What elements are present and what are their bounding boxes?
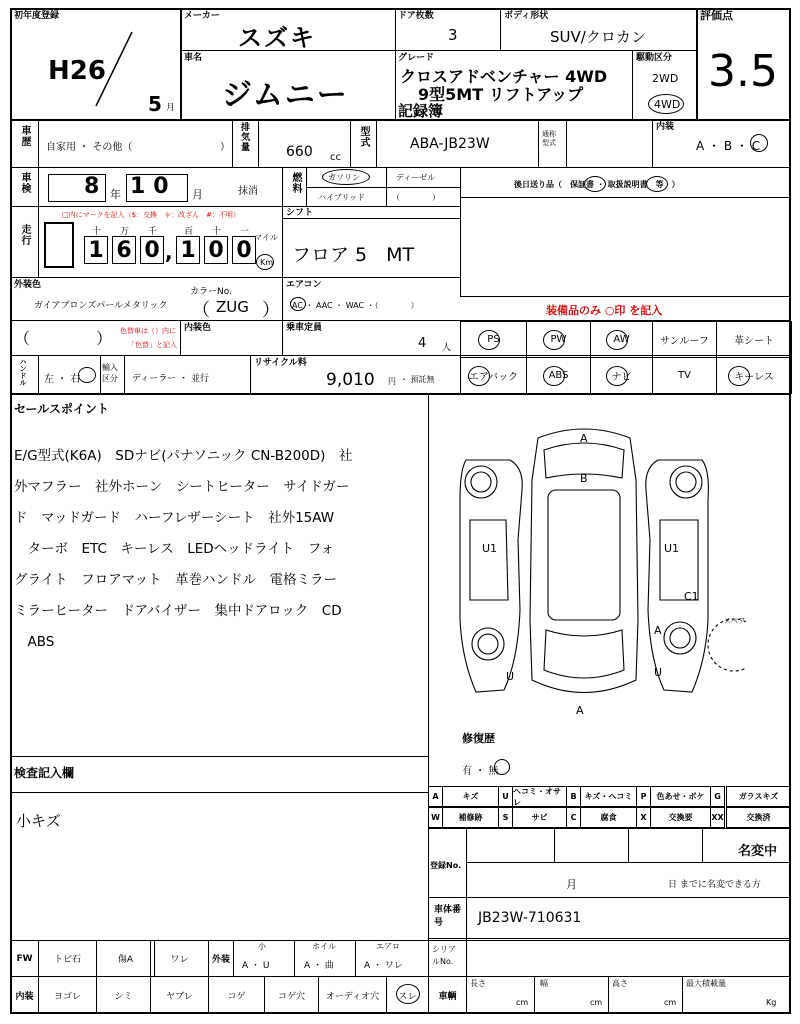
legend-text: 色あせ・ボケ — [650, 786, 711, 807]
load-label: 最大積載量 — [686, 979, 726, 988]
equipment-label: PW — [550, 334, 567, 345]
handle-value: 左 ・ 右 — [44, 374, 81, 385]
notes-label: 検査記入欄 — [14, 766, 75, 780]
repair-label: 修復歴 — [462, 732, 495, 745]
inspection-cancel: 抹消 — [238, 186, 258, 197]
legend-code: U — [498, 786, 513, 807]
legend-code: W — [428, 807, 443, 828]
damage-mark: U — [654, 666, 663, 679]
mileage-digit: 0 — [204, 236, 228, 264]
legend-text: ヘコミ・オサレ — [512, 786, 567, 807]
sales-point-line: E/G型式(K6A) SDナビ(パナソニック CN-B200D) 社 — [14, 448, 353, 464]
recycle-label: リサイクル料 — [254, 358, 307, 368]
first-reg-year: H26 — [48, 56, 106, 86]
small-damage-value: A ・ U — [242, 961, 270, 971]
interior-item: コゲ穴 — [264, 976, 319, 1014]
mileage-prefix-box — [44, 222, 74, 268]
car-body-diagram — [446, 420, 746, 730]
mileage-digit: 1 — [176, 236, 200, 264]
damage-mark: A — [654, 624, 662, 637]
score-label: 評価点 — [700, 9, 733, 22]
interior-item: シミ — [96, 976, 151, 1014]
interior-grade-c-circle — [750, 134, 768, 152]
date-slash — [90, 30, 140, 110]
type-value: ABA-JB23W — [410, 136, 490, 152]
equipment-cell — [652, 321, 717, 358]
name-change: 名変中 — [738, 844, 778, 859]
first-reg-month: 5 — [148, 92, 162, 116]
sales-point-line: ド マッドガード ハーフレザーシート 社外15AW — [14, 510, 335, 526]
equipment-label: TV — [678, 370, 691, 381]
legend-code: B — [566, 786, 581, 807]
recolor-note-2: 「色替」と記入 — [128, 341, 177, 349]
recycle-unit: 円 — [388, 377, 396, 386]
equipment-cell — [716, 321, 792, 358]
recycle-value: 9,010 — [326, 370, 375, 390]
displacement-value: 660 — [286, 144, 313, 160]
mileage-label: 走行 — [19, 224, 30, 246]
ac-label: エアコン — [286, 280, 322, 290]
interior-grade-label: 内装 — [656, 122, 675, 132]
model-value: ジムニー — [222, 78, 349, 113]
equipment-cell — [526, 357, 591, 394]
sales-point-line: グライト フロアマット 革巻ハンドル 電格ミラー — [14, 572, 338, 588]
vin-value: JB23W-710631 — [478, 910, 582, 926]
import-label: 輸入区分 — [102, 363, 118, 383]
score-value: 3.5 — [708, 46, 778, 97]
aero-value: A ・ ワレ — [364, 961, 403, 971]
dims-label: 車輌 — [428, 976, 467, 1014]
equipment-check-circle — [606, 330, 628, 350]
legend-text: ガラスキズ — [726, 786, 791, 807]
fuel-label: 燃料 — [290, 172, 301, 194]
equipment-check-circle — [728, 366, 750, 386]
fw-item: 傷A — [96, 940, 155, 977]
equipment-label: エアバック — [468, 372, 519, 383]
maker-value: スズキ — [238, 24, 316, 52]
doors-value: 3 — [448, 26, 458, 44]
equipment-cell — [652, 357, 717, 394]
first-reg-label: 初年度登録 — [14, 11, 60, 21]
common-type-label: 通称型式 — [542, 130, 556, 147]
damage-mark: U — [506, 670, 515, 683]
drive-4wd-circle — [648, 94, 684, 114]
width-label: 幅 — [540, 979, 548, 988]
notes-value: 小キズ — [16, 812, 61, 830]
first-reg-month-unit: 月 — [166, 103, 176, 113]
interior-row-label: 内装 — [10, 976, 39, 1014]
legend-code: P — [636, 786, 651, 807]
damage-mark: A — [576, 704, 584, 717]
mileage-digit: 6 — [112, 236, 136, 264]
legend-text: サビ — [512, 807, 567, 828]
inspection-year-unit: 年 — [110, 188, 121, 201]
equipment-label: PS — [487, 334, 500, 345]
history-label: 車歴 — [19, 125, 30, 147]
inspection-label: 車検 — [19, 172, 30, 194]
import-value: ディーラー ・ 並行 — [132, 374, 210, 384]
mileage-digit: 1 — [84, 236, 108, 264]
mileage-digit: 0 — [140, 236, 164, 264]
fuel-hybrid: ハイブリッド — [318, 193, 366, 202]
repair-value: 有 ・ 無 — [462, 766, 499, 777]
inspection-month-unit: 月 — [192, 188, 203, 201]
mileage-digit: 0 — [232, 236, 256, 264]
handle-label: ハンドル — [19, 358, 27, 386]
fw-item: トビ石 — [38, 940, 97, 977]
mileage-unit-label: 千 — [148, 227, 158, 237]
equipment-cell — [460, 321, 527, 358]
mileage-note: □内にマークを記入（$：交換 ＊：改ざん #：不明） — [62, 211, 240, 219]
color-no-label: カラーNo. — [190, 287, 232, 297]
mileage-unit-label: 十 — [92, 227, 102, 237]
displacement-unit: cc — [330, 152, 341, 163]
registration-day-note: 日 までに名変できる方 — [668, 880, 761, 890]
legend-text: 交換済 — [726, 807, 791, 828]
capacity-unit: 人 — [442, 343, 452, 353]
small-damage-label: 小 — [258, 942, 266, 951]
height-label: 高さ — [612, 979, 628, 988]
body-label: ボディ形状 — [504, 11, 549, 21]
grade-line-3: 記録簿 — [398, 102, 444, 120]
equipment-check-circle — [606, 366, 628, 386]
equipment-label: AW — [613, 334, 630, 345]
history-close: ） — [220, 142, 230, 153]
legend-code: G — [710, 786, 725, 807]
inspection-year: 8 — [84, 174, 100, 199]
equipment-label: キーレス — [734, 372, 774, 383]
damage-mark: U1 — [482, 542, 498, 555]
registration-label: 登録No. — [430, 861, 462, 870]
capacity-value: 4 — [418, 336, 427, 351]
cm-unit: cm — [590, 998, 603, 1007]
equipment-cell — [590, 321, 653, 358]
type-label: 型式 — [358, 126, 369, 148]
mileage-unit-label: 一 — [240, 227, 250, 237]
fw-item: ワレ — [150, 940, 209, 977]
maker-label: メーカー — [184, 11, 220, 21]
equipment-check-circle — [543, 366, 565, 386]
aero-label: エアロ — [376, 942, 400, 951]
color-no-paren-open: （ — [192, 300, 210, 321]
interior-grade-value: A ・ B ・ C — [696, 139, 761, 153]
displacement-label: 排気量 — [239, 122, 249, 152]
damage-mark: A — [580, 432, 588, 445]
repair-none-circle — [494, 759, 510, 775]
drive-2wd: 2WD — [652, 72, 679, 85]
cm-unit: cm — [664, 998, 677, 1007]
shift-label: シフト — [286, 208, 314, 218]
equipment-check-circle — [543, 330, 565, 350]
legend-code: XX — [710, 807, 725, 828]
cm-unit: cm — [516, 998, 529, 1007]
equipment-check-circle — [478, 330, 500, 350]
legend-code: X — [636, 807, 651, 828]
drive-label: 駆動区分 — [636, 53, 673, 63]
mileage-comma: , — [165, 240, 173, 264]
legend-code: S — [498, 807, 513, 828]
legend-code: C — [566, 807, 581, 828]
equipment-cell — [590, 357, 653, 394]
history-value: 自家用 ・ その他（ — [46, 142, 133, 153]
interior-item: オーディオ穴 — [318, 976, 387, 1014]
sales-point-line: ミラーヒーター ドアバイザー 集中ドアロック CD — [14, 603, 342, 619]
docs-label: 後日送り品（ 保証書 ・ 取扱説明書 等 ） — [514, 180, 680, 189]
interior-item: スレ — [386, 976, 429, 1014]
fuel-gasoline-circle — [322, 169, 370, 185]
model-label: 車名 — [184, 53, 203, 63]
doors-label: ドア枚数 — [398, 11, 434, 21]
legend-text: キズ・ヘコミ — [580, 786, 637, 807]
equipment-label: サンルーフ — [660, 336, 709, 347]
shift-value: フロア 5 MT — [292, 244, 415, 266]
damage-mark: U1 — [664, 542, 680, 555]
recolor-note-1: 色替車は（）内に — [120, 327, 176, 335]
mileage-km: Km — [260, 258, 274, 267]
interior-item: ヨゴレ — [38, 976, 97, 1014]
exterior-row-label: 外装 — [208, 940, 234, 977]
grade-line-2: 9型5MT リフトアップ — [418, 85, 584, 104]
interior-item: ヤブレ — [150, 976, 209, 1014]
exterior-color-label: 外装色 — [14, 280, 42, 290]
legend-text: 補修跡 — [442, 807, 499, 828]
damage-mark: B — [580, 472, 588, 485]
kg-unit: Kg — [766, 998, 777, 1007]
equipment-cell — [526, 321, 591, 358]
docs-manual-circle — [646, 176, 668, 192]
drive-4wd: 4WD — [654, 98, 681, 111]
legend-text: キズ — [442, 786, 499, 807]
spare-label: スペア — [724, 617, 745, 625]
equipment-cell — [460, 357, 527, 394]
interior-color-label: 内装色 — [184, 323, 212, 333]
equipment-title: 装備品のみ ○印 を記入 — [546, 304, 663, 317]
vin-label: 車体番号 — [434, 905, 462, 928]
fuel-other: （ ） — [392, 193, 440, 202]
inspection-month: 10 — [130, 174, 177, 199]
fuel-diesel: ディーゼル — [396, 173, 436, 182]
wheel-value: A ・ 曲 — [304, 961, 334, 971]
equipment-label: ABS — [548, 370, 569, 381]
docs-warranty-circle — [584, 176, 606, 192]
grade-line-1: クロスアドベンチャー 4WD — [400, 67, 608, 86]
sales-points-label: セールスポイント — [14, 402, 109, 416]
grade-label: グレード — [398, 53, 435, 63]
legend-text: 交換要 — [650, 807, 711, 828]
recolor-paren-close: ） — [96, 329, 113, 348]
interior-item: コゲ — [208, 976, 265, 1014]
mileage-unit-label: 百 — [184, 227, 194, 237]
interior-scuff-circle — [396, 984, 420, 1004]
sales-point-line: 外マフラー 社外ホーン シートヒーター サイドガー — [14, 479, 350, 495]
wheel-label: ホイル — [312, 942, 336, 951]
mileage-unit-label: 十 — [212, 227, 222, 237]
exterior-color-name: ガイアブロンズパールメタリック — [34, 301, 168, 311]
recycle-note: ・ 預託無 — [400, 375, 435, 384]
fuel-gasoline: ガソリン — [328, 173, 360, 182]
color-no-value: ZUG — [216, 298, 249, 316]
recolor-paren-open: （ — [14, 329, 31, 348]
equipment-label: ナビ — [611, 372, 632, 383]
damage-mark: C1 — [684, 590, 699, 603]
mileage-mile: マイル — [254, 233, 278, 242]
sales-point-line: ABS — [14, 634, 55, 650]
legend-text: 腐食 — [580, 807, 637, 828]
capacity-label: 乗車定員 — [286, 323, 323, 333]
body-value: SUV/クロカン — [550, 28, 646, 46]
ac-options: AC ・ AAC ・ WAC ・（ ） — [292, 301, 419, 310]
ac-circle — [290, 297, 306, 311]
registration-month-unit: 月 — [566, 878, 577, 891]
equipment-check-circle — [468, 366, 490, 386]
mileage-km-circle — [256, 254, 274, 270]
length-label: 長さ — [470, 979, 486, 988]
color-no-paren-close: ） — [262, 300, 280, 321]
serial-label: シリアルNo. — [432, 945, 456, 966]
fw-label: FW — [10, 940, 39, 977]
sales-point-line: ターボ ETC キーレス LEDヘッドライト フォ — [14, 541, 335, 557]
handle-right-circle — [78, 367, 96, 383]
legend-code: A — [428, 786, 443, 807]
equipment-cell — [716, 357, 792, 394]
mileage-unit-label: 万 — [120, 227, 130, 237]
equipment-label: 革シート — [734, 336, 774, 347]
